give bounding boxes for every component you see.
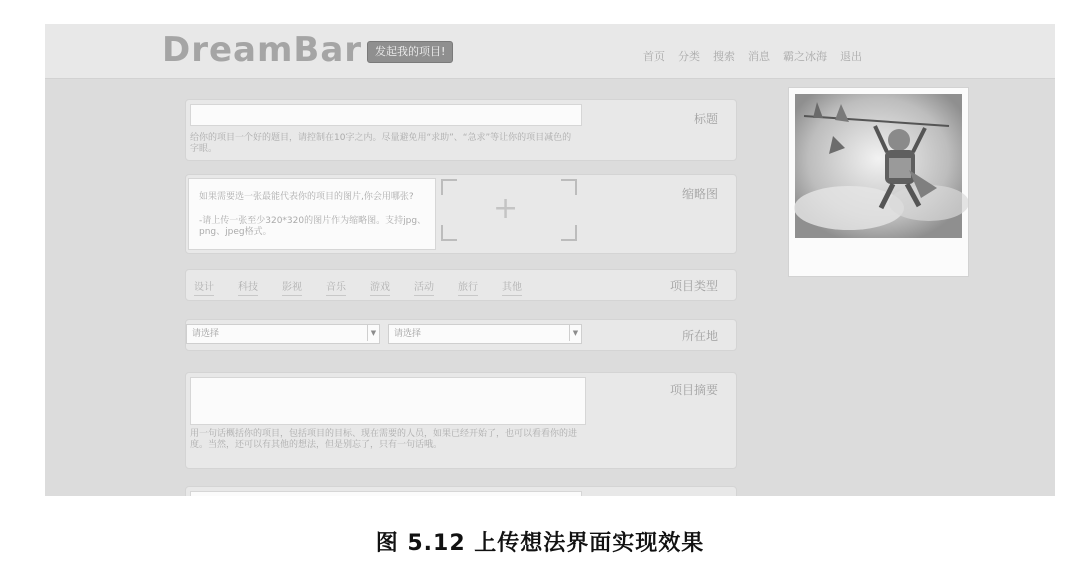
thumbnail-hint-line1: 如果需要选一张最能代表你的项目的图片,你会用哪张? xyxy=(199,192,414,202)
city-select-value: 请选择 xyxy=(394,329,422,339)
nav-item-logout[interactable]: 退出 xyxy=(840,50,862,63)
type-option-design[interactable]: 设计 xyxy=(194,278,214,296)
start-project-button[interactable]: 发起我的项目! xyxy=(367,41,453,63)
app-screen xyxy=(45,24,1055,496)
nav-item-messages[interactable]: 消息 xyxy=(748,50,770,63)
type-options xyxy=(194,278,522,296)
project-preview-photo xyxy=(788,87,969,277)
city-select[interactable] xyxy=(388,324,582,344)
main-nav xyxy=(643,48,862,64)
type-option-music[interactable]: 音乐 xyxy=(326,278,346,296)
summary-hint: 用一句话概括你的项目，包括项目的目标、现在需要的人员，如果已经开始了，也可以看看你的进度。当然，还可以有其他的想法，但是别忘了，只有一句话哦。 xyxy=(190,429,578,450)
frame-corner xyxy=(441,179,457,195)
province-select[interactable] xyxy=(186,324,380,344)
type-option-other[interactable]: 其他 xyxy=(502,278,522,296)
summary-label: 项目摘要 xyxy=(669,383,718,397)
next-input[interactable] xyxy=(190,491,582,496)
thumbnail-hint-line2: -请上传一张至少320*320的图片作为缩略图。支持jpg、png、jpeg格式。 xyxy=(199,216,427,237)
title-label: 标题 xyxy=(693,112,718,126)
province-select-value: 请选择 xyxy=(192,329,220,339)
frame-corner xyxy=(561,225,577,241)
location-label: 所在地 xyxy=(681,329,718,343)
chevron-down-icon: ▼ xyxy=(569,325,581,341)
type-option-event[interactable]: 活动 xyxy=(414,278,434,296)
thumbnail-label: 缩略图 xyxy=(681,187,718,201)
header-bar xyxy=(45,24,1055,79)
next-panel xyxy=(185,486,737,496)
title-hint: 给你的项目一个好的题目，请控制在10字之内。尽量避免用“求助”、“急求”等让你的项目减色的字眼。 xyxy=(190,133,572,154)
nav-item-user[interactable]: 霸之冰海 xyxy=(783,50,827,63)
nav-item-search[interactable]: 搜索 xyxy=(713,50,735,63)
type-option-film[interactable]: 影视 xyxy=(282,278,302,296)
summary-panel xyxy=(185,372,737,469)
type-panel xyxy=(185,269,737,301)
thumbnail-upload-area[interactable] xyxy=(441,179,577,241)
figure-caption: 图 5.12 上传想法界面实现效果 xyxy=(375,531,705,556)
frame-corner xyxy=(561,179,577,195)
frame-corner xyxy=(441,225,457,241)
type-option-game[interactable]: 游戏 xyxy=(370,278,390,296)
title-input[interactable] xyxy=(190,104,582,126)
boy-balloon-illustration xyxy=(789,88,968,276)
type-option-tech[interactable]: 科技 xyxy=(238,278,258,296)
summary-textarea[interactable] xyxy=(190,377,586,425)
plus-icon: + xyxy=(493,191,519,226)
chevron-down-icon: ▼ xyxy=(367,325,379,341)
location-panel xyxy=(185,319,737,351)
type-label: 项目类型 xyxy=(669,279,718,293)
nav-item-home[interactable]: 首页 xyxy=(643,50,665,63)
thumbnail-hint-box xyxy=(188,178,436,250)
title-panel xyxy=(185,99,737,161)
nav-item-category[interactable]: 分类 xyxy=(678,50,700,63)
thumbnail-panel xyxy=(185,174,737,254)
type-option-travel[interactable]: 旅行 xyxy=(458,278,478,296)
logo[interactable]: DreamBar xyxy=(162,30,363,70)
